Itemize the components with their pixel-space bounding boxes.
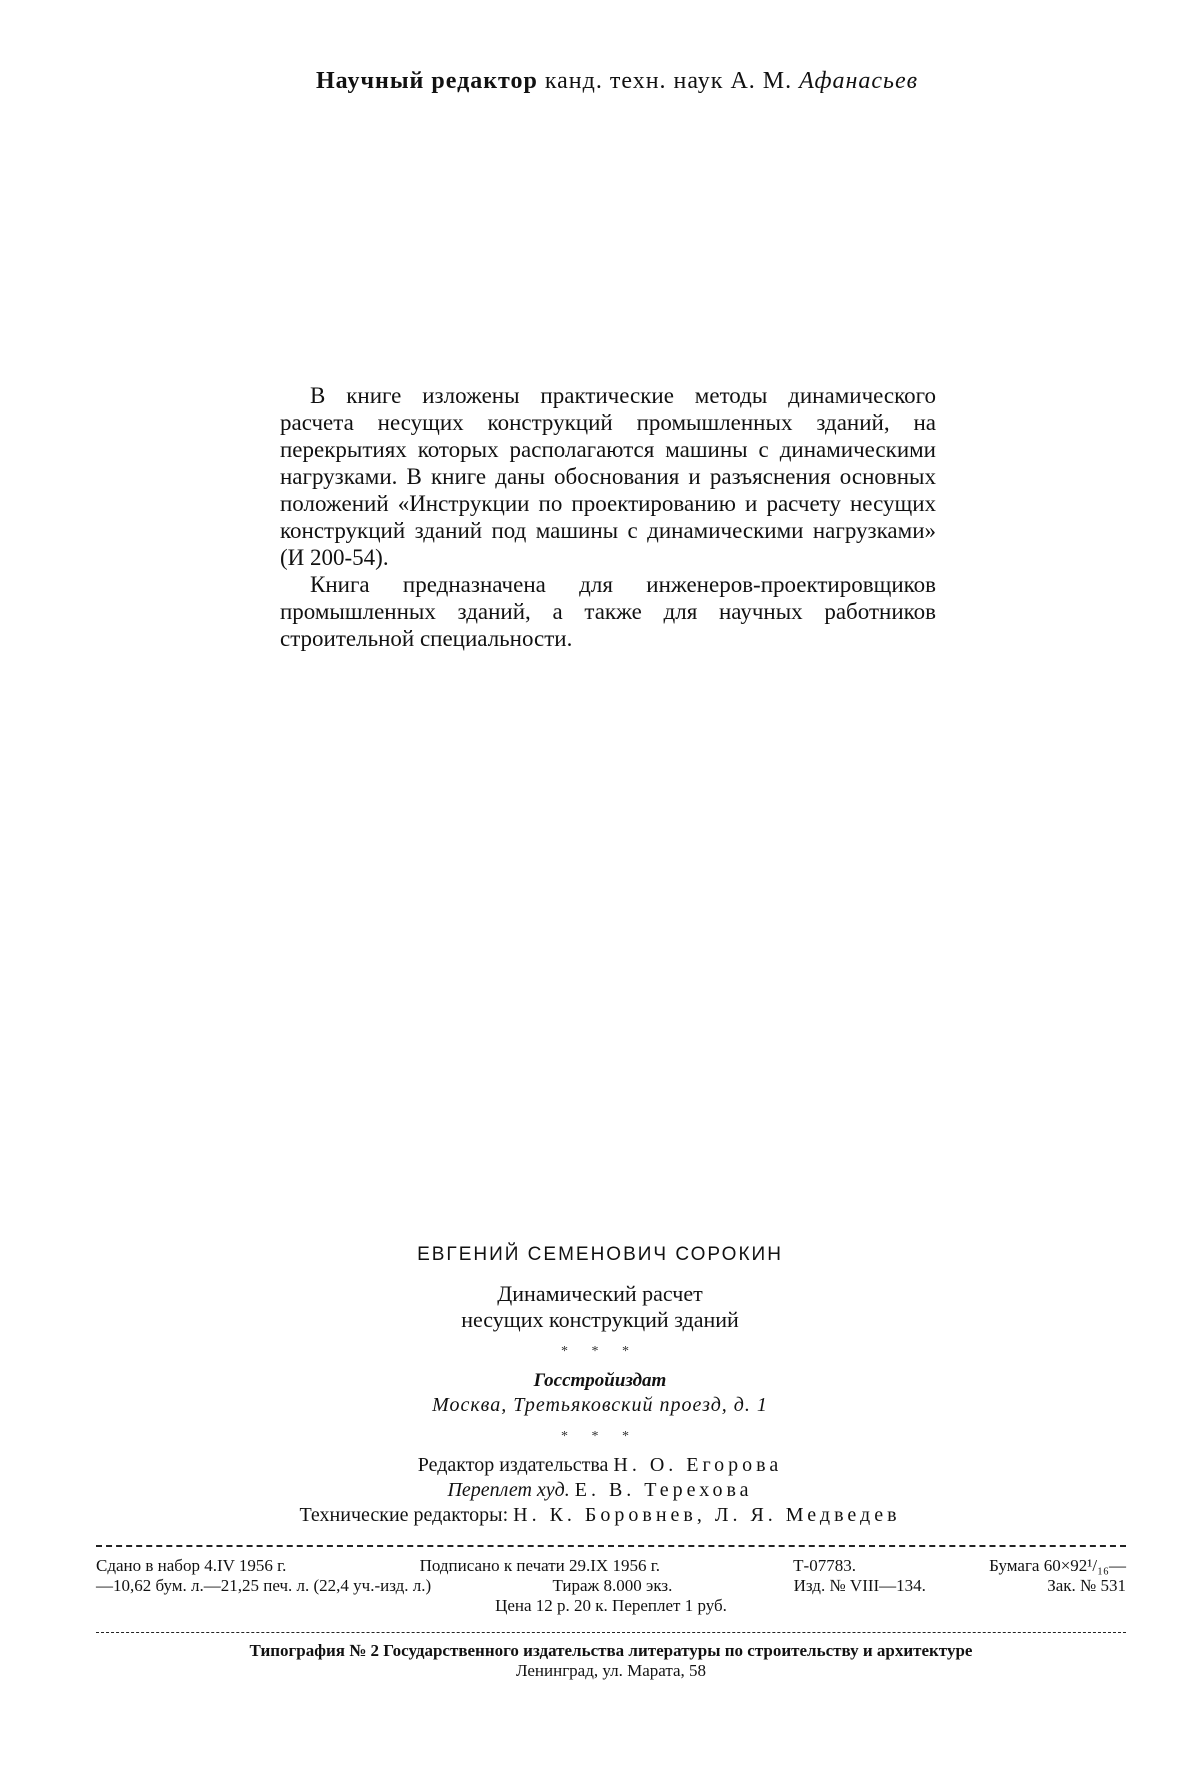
publisher-name: Госстройиздат xyxy=(533,1370,667,1391)
separator-stars-2: * * * xyxy=(561,1429,639,1444)
tech-editors-credit xyxy=(200,1503,1000,1528)
sheet-counts: —10,62 бум. л.—21,25 печ. л. (22,4 уч.-изд. л.) xyxy=(96,1576,432,1595)
book-title-line-2: несущих конструкций зданий xyxy=(461,1307,739,1332)
scientific-editor-line xyxy=(316,68,1076,95)
tech-editors-names: Н. К. Боровнев, Л. Я. Медведев xyxy=(513,1504,901,1526)
binding-name: Е. В. Терехова xyxy=(574,1479,753,1501)
tech-editors-label: Технические редакторы: xyxy=(299,1504,509,1526)
scientific-editor-initials: А. М. xyxy=(730,68,793,94)
binding-credit xyxy=(200,1478,1000,1503)
colophon xyxy=(200,1242,1000,1528)
print-data xyxy=(96,1556,1126,1616)
printing-house xyxy=(96,1641,1126,1681)
annotation-paragraph-1: В книге изложены практические методы динамического расчета несущих конструкций промышленных зданий, на перекрытиях которых располагаются машины с динамическими нагрузками. В книге даны обоснования и разъяснения основных положений «Инструкции по проектированию и расчету несущих конструкций зданий под машины с динамическими нагрузками» (И 200-54). xyxy=(280,383,936,570)
editor-label: Редактор издательства xyxy=(417,1454,609,1476)
scientific-editor-label: Научный редактор xyxy=(316,68,538,94)
book-title-line-1: Динамический расчет xyxy=(497,1281,703,1306)
editor-credit xyxy=(200,1453,1000,1478)
typeset-date: Сдано в набор 4.IV 1956 г. xyxy=(96,1556,287,1575)
book-annotation xyxy=(280,382,936,652)
publication-number: Изд. № VIII—134. xyxy=(793,1576,926,1595)
printing-house-name: Типография № 2 Государственного издательства литературы по строительству и архитектуре xyxy=(249,1641,973,1660)
paper-format: Бумага 60×92¹/₁₆— xyxy=(989,1556,1126,1575)
annotation-paragraph-2: Книга предназначена для инженеров-проектировщиков промышленных зданий, а также для научных работников строительной специальности. xyxy=(280,572,936,651)
publisher-address: Москва, Третьяковский проезд, д. 1 xyxy=(432,1394,768,1416)
editor-name: Н. О. Егорова xyxy=(613,1454,783,1476)
license-code: Т-07783. xyxy=(793,1556,856,1575)
signed-date: Подписано к печати 29.IX 1956 г. xyxy=(419,1556,660,1575)
author-name: ЕВГЕНИЙ СЕМЕНОВИЧ СОРОКИН xyxy=(417,1244,783,1265)
price: Цена 12 р. 20 к. Переплет 1 руб. xyxy=(495,1596,727,1615)
divider-top xyxy=(96,1545,1126,1547)
order-number: Зак. № 531 xyxy=(1047,1576,1126,1595)
scientific-editor-rank: канд. техн. наук xyxy=(544,68,724,94)
separator-stars-1: * * * xyxy=(561,1344,639,1359)
print-data-row-2 xyxy=(96,1576,1126,1596)
binding-label: Переплет худ. xyxy=(447,1479,570,1501)
print-run: Тираж 8.000 экз. xyxy=(552,1576,673,1595)
scientific-editor-surname: Афанасьев xyxy=(799,68,919,94)
divider-bottom xyxy=(96,1632,1126,1633)
print-data-row-1 xyxy=(96,1556,1126,1576)
printing-house-address: Ленинград, ул. Марата, 58 xyxy=(515,1661,707,1680)
